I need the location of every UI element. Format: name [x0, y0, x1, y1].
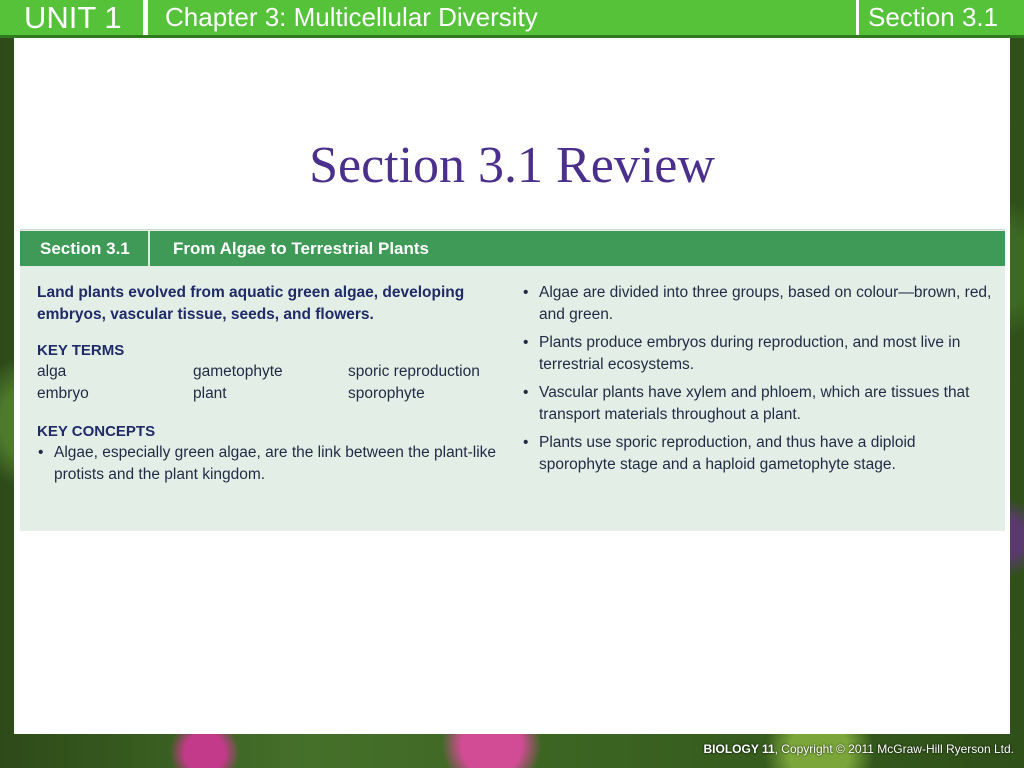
copyright-footer	[610, 742, 1014, 762]
review-panel	[20, 229, 1005, 531]
book-title: BIOLOGY 11	[703, 742, 775, 756]
key-term: sporophyte	[348, 385, 425, 402]
panel-header	[20, 231, 1005, 266]
slide-title: Section 3.1 Review	[309, 137, 715, 194]
key-term: gametophyte	[193, 363, 283, 380]
panel-heading: From Algae to Terrestrial Plants	[173, 238, 430, 258]
section-label: Section 3.1	[856, 0, 1024, 35]
slide-content	[14, 38, 1010, 734]
key-concept-item: • Algae, especially green algae, are the link between the plant-like protists and the plant kingdom.	[37, 442, 507, 486]
key-concept-item: • Vascular plants have xylem and phloem, which are tissues that transport materials throughout a plant.	[522, 382, 992, 426]
key-term: alga	[37, 363, 67, 380]
panel-left-column	[37, 282, 507, 486]
key-concepts-list-left	[37, 442, 507, 486]
key-terms-heading: KEY TERMS	[37, 342, 125, 359]
copyright-text: , Copyright © 2011 McGraw-Hill Ryerson Ltd.	[774, 742, 1014, 756]
key-terms-grid	[37, 361, 507, 407]
key-concepts-list-right	[522, 282, 992, 476]
chapter-title: Chapter 3: Multicellular Diversity	[165, 2, 538, 32]
panel-right-column	[522, 282, 992, 482]
summary-text: Land plants evolved from aquatic green algae, developing embryos, vascular tissue, seeds, and flowers.	[37, 284, 465, 323]
panel-section-label: Section 3.1	[20, 231, 150, 266]
key-concept-item: • Plants use sporic reproduction, and thus have a diploid sporophyte stage and a haploid gametophyte stage.	[522, 432, 992, 476]
key-term: plant	[193, 385, 227, 402]
unit-label: UNIT 1	[0, 0, 148, 35]
key-concept-item: • Algae are divided into three groups, based on colour—brown, red, and green.	[522, 282, 992, 326]
key-concepts-heading: KEY CONCEPTS	[37, 423, 156, 440]
key-term: embryo	[37, 385, 89, 402]
header-bar	[0, 0, 1024, 38]
key-term: sporic reproduction	[348, 363, 480, 380]
key-concept-item: • Plants produce embryos during reproduction, and most live in terrestrial ecosystems.	[522, 332, 992, 376]
